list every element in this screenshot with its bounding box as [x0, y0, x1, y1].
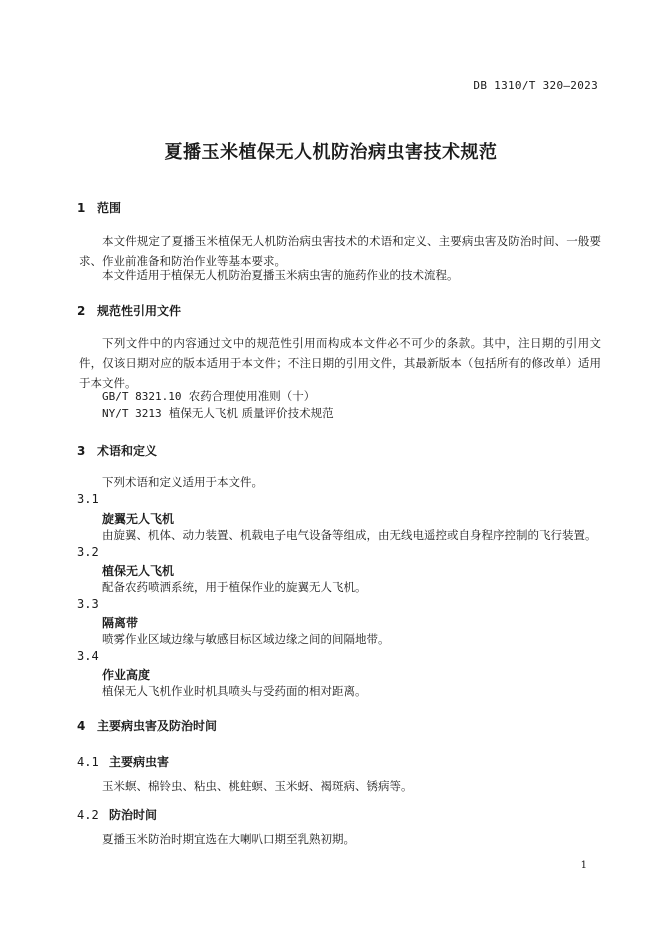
section-title: 规范性引用文件 — [97, 304, 182, 318]
reference-item — [102, 403, 334, 424]
section-number: 4 — [77, 719, 86, 733]
term-definition: 植保无人飞机作业时机具喷头与受药面的相对距离。 — [102, 684, 367, 698]
document-title: 夏播玉米植保无人机防治病虫害技术规范 — [164, 142, 498, 163]
subsection-4-1-text: 玉米螟、棉铃虫、粘虫、桃蛀螟、玉米蚜、褐斑病、锈病等。 — [102, 779, 413, 793]
section-1-paragraph-1: 本文件规定了夏播玉米植保无人机防治病虫害技术的术语和定义、主要病虫害及防治时间、一般要求、作业前准备和防治作业等基本要求。 — [79, 234, 601, 268]
subsection-4-2-heading — [77, 806, 157, 823]
section-1-heading — [77, 199, 121, 216]
term-number: 3.2 — [77, 545, 99, 559]
section-number: 1 — [77, 201, 86, 215]
section-4-heading — [77, 717, 217, 734]
section-title: 术语和定义 — [97, 444, 158, 458]
section-3-intro: 下列术语和定义适用于本文件。 — [102, 475, 263, 489]
term-definition: 喷雾作业区域边缘与敏感目标区域边缘之间的间隔地带。 — [102, 632, 390, 646]
subsection-number: 4.1 — [77, 755, 99, 769]
section-3-heading — [77, 442, 157, 459]
subsection-4-1-heading — [77, 753, 169, 770]
section-number: 3 — [77, 444, 86, 458]
term-name: 旋翼无人飞机 — [102, 512, 175, 526]
term-number: 3.1 — [77, 492, 99, 506]
subsection-number: 4.2 — [77, 808, 99, 822]
section-1-paragraph-2: 本文件适用于植保无人机防治夏播玉米病虫害的施药作业的技术流程。 — [102, 268, 459, 282]
page-number: 1 — [580, 860, 587, 871]
reference-code: GB/T 8321.10 — [102, 390, 182, 403]
term-definition: 由旋翼、机体、动力装置、机载电子电气设备等组成，由无线电遥控或自身程序控制的飞行装置。 — [102, 528, 597, 542]
section-number: 2 — [77, 304, 86, 318]
term-number: 3.4 — [77, 649, 99, 663]
reference-title: 植保无人飞机 质量评价技术规范 — [168, 406, 334, 420]
reference-code: NY/T 3213 — [102, 407, 162, 420]
section-title: 主要病虫害及防治时间 — [97, 719, 218, 733]
section-2-paragraph: 下列文件中的内容通过文中的规范性引用而构成本文件必不可少的条款。其中，注日期的引用文件，仅该日期对应的版本适用于本文件；不注日期的引用文件，其最新版本（包括所有的修改单）适用于本文件。 — [79, 336, 601, 390]
subsection-4-2-text: 夏播玉米防治时期宜选在大喇叭口期至乳熟初期。 — [102, 832, 355, 846]
subsection-title: 主要病虫害 — [109, 755, 170, 769]
section-2-heading — [77, 302, 181, 319]
term-name: 作业高度 — [102, 668, 151, 682]
term-definition: 配备农药喷洒系统，用于植保作业的旋翼无人飞机。 — [102, 580, 367, 594]
term-name: 隔离带 — [102, 616, 139, 630]
reference-title: 农药合理使用准则（十） — [188, 389, 316, 403]
subsection-title: 防治时间 — [109, 808, 158, 822]
term-name: 植保无人飞机 — [102, 564, 175, 578]
standard-code: DB 1310/T 320—2023 — [473, 79, 598, 92]
term-number: 3.3 — [77, 597, 99, 611]
section-title: 范围 — [97, 201, 122, 215]
